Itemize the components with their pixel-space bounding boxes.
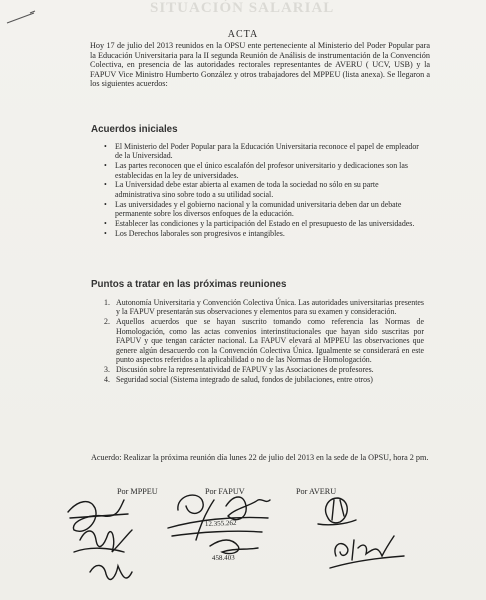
- punto-number: 2.: [104, 317, 110, 327]
- closing-agreement: Acuerdo: Realizar la próxima reunión día lunes 22 de julio del 2013 en la sede de la OPSU, hora 2 pm.: [91, 453, 429, 462]
- signature-label-fapuv: Por FAPUV: [205, 487, 245, 496]
- punto-number: 3.: [104, 365, 110, 375]
- bleed-through-text: SITUACIÓN SALARIAL: [150, 0, 335, 16]
- signature-label-averu: Por AVERU: [296, 487, 337, 496]
- handwritten-id-fapuv-1: 12.355.262: [204, 518, 237, 528]
- intro-paragraph: Hoy 17 de julio del 2013 reunidos en la OPSU ente perteneciente al Ministerio del Poder Popular para la Educación Universitaria para la II segunda Reunión de Análisis de instrumentación de la Convención Colectiva, en presencia de las autoridades rectorales representantes de AVERU ( UCV, USB) y la FAPUV Vice Ministro Humberto González y otros trabajadores del MPPEU (lista anexa). Se llegaron a los siguientes acuerdos:: [90, 41, 430, 89]
- document-title: ACTA: [227, 29, 259, 40]
- punto-number: 1.: [104, 298, 110, 307]
- handwritten-id-fapuv-2: 458.403: [211, 553, 235, 562]
- heading-acuerdos-iniciales: Acuerdos iniciales: [91, 124, 178, 135]
- signature-fapuv: [168, 495, 270, 562]
- acuerdo-item: • El Ministerio del Poder Popular para la Educación Universitaria reconoce el papel de empleador de la Universidad.: [104, 142, 424, 161]
- punto-text: Seguridad social (Sistema integrado de salud, fondos de jubilaciones, entre otros): [116, 375, 373, 385]
- acuerdo-item: • Los Derechos laborales son progresivos e intangibles.: [104, 229, 424, 238]
- signature-mppeu: [68, 500, 132, 579]
- punto-text: Autonomía Universitaria y Convención Colectiva Única. Las autoridades universitarias presentes y la FAPUV presentarán sus observaciones y elementos para su examen y consideración.: [116, 298, 424, 317]
- acuerdo-item: • Las universidades y el gobierno nacional y la comunidad universitaria deben dar un debate permanente sobre los diversos enfoques de la educación.: [104, 200, 424, 219]
- acuerdo-item: • Establecer las condiciones y la participación del Estado en el presupuesto de las universidades.: [104, 219, 424, 228]
- punto-number: 4.: [104, 375, 110, 385]
- heading-puntos-a-tratar: Puntos a tratar en las próximas reuniones: [91, 279, 287, 290]
- punto-text: Discusión sobre la representatividad de FAPUV y las Asociaciones de profesores.: [116, 365, 374, 375]
- acuerdo-item: • Las partes reconocen que el único escalafón del profesor universitario y dedicaciones son las establecidas en la ley de universidades.: [104, 161, 424, 180]
- punto-text: Aquellos acuerdos que se hayan suscrito tomando como referencia las Normas de Homologación, como las actas convenios interinstitucionales que hayan sido suscritas por FAPUV y que tengan carácter nacional. La FAPUV elevará al MPPEU las observaciones que genere algún desacuerdo con la Convención Colectiva Única. Igualmente se considerará en este punto aspectos referidos a la aplicabilidad o no de las Normas de Homologación.: [116, 317, 424, 365]
- acuerdo-item: • La Universidad debe estar abierta al examen de toda la sociedad no sólo en su parte administrativa sino sobre todo a su utilidad social.: [104, 180, 424, 199]
- signature-label-mppeu: Por MPPEU: [117, 487, 158, 496]
- signature-averu: [318, 498, 404, 568]
